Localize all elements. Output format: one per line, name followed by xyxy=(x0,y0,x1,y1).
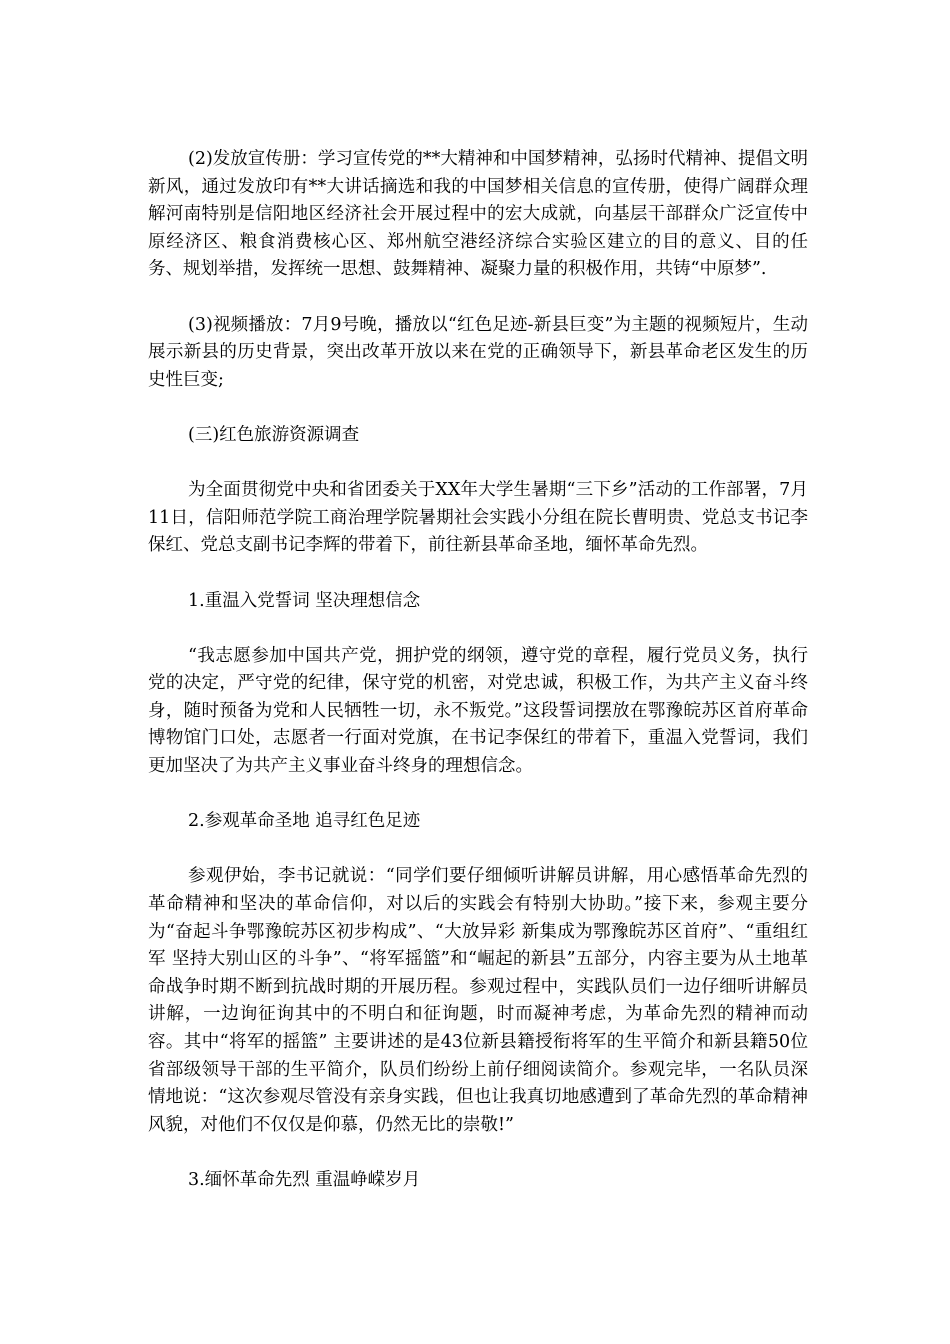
paragraph-party-oath: “我志愿参加中国共产党，拥护党的纲领，遵守党的章程，履行党员义务，执行党的决定，严守党的纪律，保守党的机密，对党忠诚，积极工作，为共产主义奋斗终身，随时预备为党和人民牺牲一切，永不叛党。”这段誓词摆放在鄂豫皖苏区首府革命博物馆门口处，志愿者一行面对党旗，在书记李保红的带着下，重温入党誓词，我们更加坚决了为共产主义事业奋斗终身的理想信念。 xyxy=(148,645,808,777)
paragraph-video-screening: (3)视频播放：7月9号晚，播放以“红色足迹-新县巨变”为主题的视频短片，生动展示新县的历史背景，突出改革开放以来在党的正确领导下，新县革命老区发生的历史性巨变; xyxy=(148,314,808,390)
paragraph-visit-revolutionary-site: 参观伊始，李书记就说：“同学们要仔细倾听讲解员讲解，用心感悟革命先烈的革命精神和坚决的革命信仰，对以后的实践会有特别大协助。”接下来，参观主要分为“奋起斗争鄂豫皖苏区初步构成”、“大放异彩 新集成为鄂豫皖苏区首府”、“重组红军 坚持大别山区的斗争”、“将军摇篮”和“崛起的新县”五部分，内容主要为从土地革命战争时期不断到抗战时期的开展历程。参观过程中，实践队员们一边仔细听讲解员讲解，一边询征询其中的不明白和征询题，时而凝神考虑，为革命先烈的精神而动容。其中“将军的摇篮” 主要讲述的是43位新县籍授衔将军的生平简介和新县籍50位省部级领导干部的生平简介，队员们纷纷上前仔细阅读简介。参观完毕，一名队员深情地说：“这次参观尽管没有亲身实践，但也让我真切地感遭到了革命先烈的革命精神风貌，对他们不仅仅是仰慕，仍然无比的崇敬!” xyxy=(148,866,808,1135)
section-heading-red-tourism-survey: (三)红色旅游资源调查 xyxy=(188,424,360,445)
paragraph-leaflet-distribution: (2)发放宣传册：学习宣传党的**大精神和中国梦精神，弘扬时代精神、提倡文明新风，通过发放印有**大讲话摘选和我的中国梦相关信息的宣传册，使得广阔群众理解河南特别是信阳地区经济社会开展过程中的宏大成就，向基层干部群众广泛宣传中原经济区、粮食消费核心区、郑州航空港经济综合实验区建立的目的意义、目的任务、规划举措，发挥统一思想、鼓舞精神、凝聚力量的积极作用，共铸“中原梦”. xyxy=(148,149,808,280)
subheading-visit-revolutionary-site: 2.参观革命圣地 追寻红色足迹 xyxy=(188,811,421,832)
subheading-commemorate-martyrs: 3.缅怀革命先烈 重温峥嵘岁月 xyxy=(188,1169,421,1190)
document-body xyxy=(148,146,808,1222)
paragraph-survey-intro: 为全面贯彻党中央和省团委关于XX年大学生暑期“三下乡”活动的工作部署，7月11日，信阳师范学院工商治理学院暑期社会实践小分组在院长曹明贵、党总支书记李保红、党总支副书记李辉的带着下，前往新县革命圣地，缅怀革命先烈。 xyxy=(148,480,808,556)
subheading-party-oath: 1.重温入党誓词 坚决理想信念 xyxy=(188,590,421,611)
